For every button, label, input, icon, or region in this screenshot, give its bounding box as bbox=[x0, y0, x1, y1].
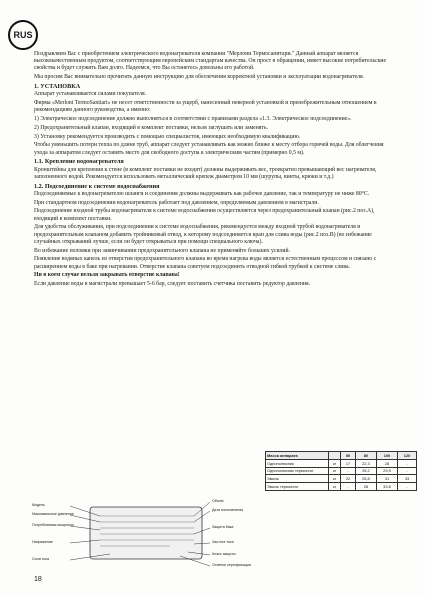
diagram-label: Класс защиты bbox=[212, 552, 236, 556]
table-row bbox=[266, 483, 417, 491]
paragraph: Кронштейны для крепления к стене (в комплект поставки не входят) должны выдерживать вес, троекратно превышающий вес нагревателя, заполненного водой. Рекомендуется использовать металлический крепеж диаметром 10 мм (шурупы, винты, крюки и т.д.) bbox=[34, 166, 377, 180]
paragraph: Фирма «Merloni TermoSanitari» не несет ответственности за ущерб, нанесенный неверной установкой и пренебрежительным отношением к рекомендациям данного руководства, а именно: bbox=[34, 100, 377, 114]
table-cell: 25,8 bbox=[355, 475, 376, 483]
table-cell: - bbox=[398, 467, 417, 475]
diagram-label: Дата изготовления bbox=[212, 508, 244, 512]
diagram-label: Объем bbox=[212, 499, 224, 503]
paragraph: При стандартном подсоединении водонагреватель работает под давлением, определяемым давлением в магистрали. bbox=[34, 199, 319, 206]
diagram-label: Защита бака bbox=[212, 525, 234, 529]
paragraph: Подсоединяемые к водонагревателю шланги и соединения должны выдерживать как рабочее давление, так и температуру не ниже 80°С. bbox=[34, 190, 370, 197]
table-cell: кг bbox=[329, 475, 341, 483]
paragraph: Аппарат устанавливается силами покупателя. bbox=[34, 91, 147, 98]
table-header-row bbox=[266, 452, 417, 460]
paragraph: Для удобства обслуживания, при подсоединении к системе водоснабжения, рекомендуется между входной трубой водонагревателя и предохранительным клапаном добавить тройниковый отвод, к которому подсоединяется кран для слива воды (рис.2 поз.В) (во избежание случайных открываний лучше, если он будет открываться при помощи специального ключа). bbox=[34, 224, 372, 245]
diagram-label: Сила тока bbox=[32, 557, 49, 561]
table-row bbox=[266, 459, 417, 467]
list-item: 1) Электрическое подсоединение должно выполняться в соответствии с правилами раздела «1.3. Электрическое подсоединение». bbox=[34, 116, 352, 122]
table-cell: кг bbox=[329, 459, 341, 467]
rating-plate-diagram bbox=[30, 499, 255, 574]
page-number: 18 bbox=[34, 576, 42, 583]
diagram-label: Модель bbox=[32, 503, 45, 507]
table-cell: 25,2 bbox=[355, 467, 376, 475]
table-header: 80 bbox=[355, 452, 376, 460]
table-cell: кг bbox=[329, 467, 341, 475]
intro-paragraph: Поздравляем Вас с приобретением электрического водонагревателя компании "Мерлони Термосанитари." Данный аппарат является высококачественным продуктом, соответствующим европейским стандартам качества. Он прост в обращении, имеет высокие потребительские свойства и будет служить Вам долго. Надеемся, что Вы останетесь довольны его работой. bbox=[34, 51, 387, 72]
table-header bbox=[329, 452, 341, 460]
table-cell: 28 bbox=[376, 459, 397, 467]
table-cell: 33,8 bbox=[376, 483, 397, 491]
table-cell: Эмаль bbox=[266, 475, 329, 483]
list-item: 3) Установку рекомендуется производить с помощью специалистов, имеющих необходимую квалификацию. bbox=[34, 133, 301, 140]
table-cell: 31 bbox=[376, 475, 397, 483]
diagram-label: Отметки сертификации bbox=[212, 563, 252, 567]
table-cell: 28 bbox=[355, 483, 376, 491]
diagram-label: Напряжение bbox=[32, 540, 53, 544]
table-cell: кг bbox=[329, 483, 341, 491]
table-row bbox=[266, 467, 417, 475]
list-item: 2) Предохранительный клапан, входящий в комплект поставки, нельзя заглушать или заменять. bbox=[34, 124, 268, 131]
manual-body bbox=[34, 51, 396, 290]
table-cell: 29,9 bbox=[376, 467, 397, 475]
table-cell: Однополюсник bbox=[266, 459, 329, 467]
table-cell: - bbox=[398, 483, 417, 491]
table-header: 50 bbox=[341, 452, 356, 460]
paragraph: Появление водяных капель из отверстия предохранительного клапана во время нагрева воды является естественным процессом и связано с расширением воды в баке при нагревании. Отверстие клапана советуем подсоединить отводной гибкой трубкой к системе слива. bbox=[34, 256, 377, 270]
table-row bbox=[266, 475, 417, 483]
rating-plate-outline bbox=[90, 507, 202, 559]
diagram-label: Максимальное давление bbox=[32, 512, 74, 516]
section-title: 1.2. Подсоединение к системе водоснабжения bbox=[34, 182, 160, 190]
table-cell: - bbox=[341, 483, 356, 491]
table-header: 120 bbox=[398, 452, 417, 460]
table-cell: Эмаль термостат bbox=[266, 483, 329, 491]
paragraph: Чтобы уменьшить потери тепла по длине труб, аппарат следует устанавливать как можно ближе к месту отбора горячей воды. Для облегчения ухода за аппаратом следует оставить место для свободного доступа к электрическим частям (примерно 0,5 м). bbox=[34, 142, 384, 156]
table-cell: - bbox=[398, 459, 417, 467]
warning-text: Ни в коем случае нельзя закрывать отверстие клапана! bbox=[34, 272, 180, 279]
section-title: 1.1. Крепление водонагревателя bbox=[34, 158, 124, 166]
paragraph: Подсоединение входной трубы водонагревателя к системе водоснабжения осуществляется через предохранительный клапан (рис.2 поз.А), входящий в комплект поставки. bbox=[34, 208, 375, 222]
diagram-label: Частота тока bbox=[212, 540, 234, 544]
intro-paragraph: Мы просим Вас внимательно прочитать данную инструкцию для обеспечения корректной установки и эксплуатации водонагревателя. bbox=[34, 74, 365, 81]
table-cell: 17 bbox=[341, 459, 356, 467]
table-cell: Однополюсник термостат bbox=[266, 467, 329, 475]
language-badge: RUS bbox=[8, 20, 38, 50]
table-cell: 33 bbox=[398, 475, 417, 483]
weight-table bbox=[265, 451, 417, 491]
table-header: Масса аппарата bbox=[266, 452, 329, 460]
table-cell: 22,3 bbox=[355, 459, 376, 467]
table-header: 100 bbox=[376, 452, 397, 460]
table-cell: - bbox=[341, 467, 356, 475]
paragraph: Если давление воды в магистрали превышает 5-6 бар, следует поставить счетчика поставить редуктор давления. bbox=[34, 281, 311, 288]
table-cell: 22 bbox=[341, 475, 356, 483]
paragraph: Во избежание поломки при завинчивании предохранительного клапана не применяйте больших усилий. bbox=[34, 247, 291, 254]
section-title: 1. УСТАНОВКА bbox=[34, 83, 81, 90]
diagram-label: Потребляемая мощность bbox=[32, 523, 75, 527]
